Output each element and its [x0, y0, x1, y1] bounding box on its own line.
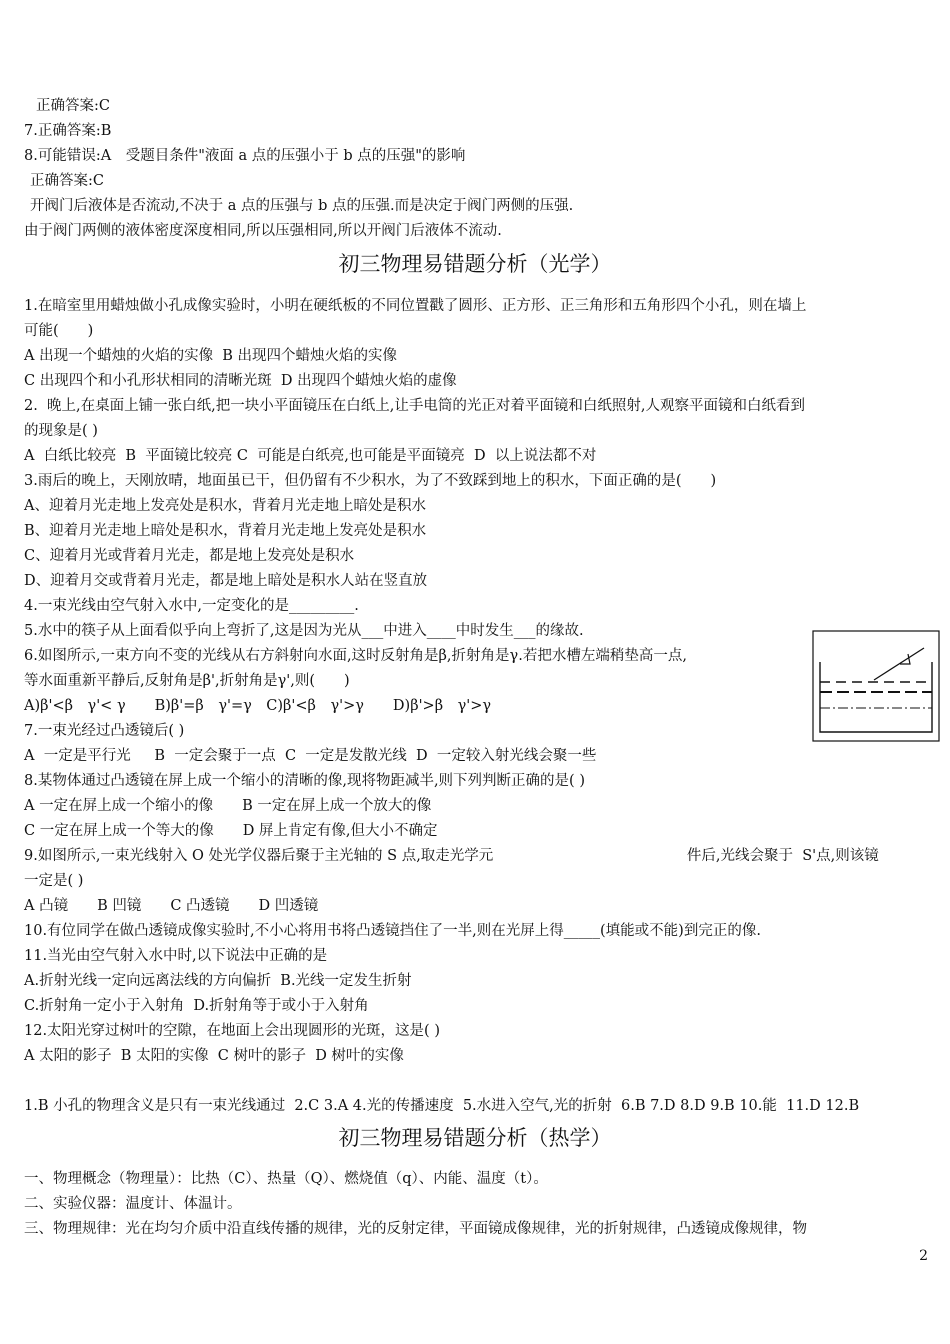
optics-line: 3.雨后的晚上，天刚放晴，地面虽已干，但仍留有不少积水，为了不致踩到地上的积水，下面正确的是( )	[24, 473, 717, 489]
answer-line-4: 正确答案:C	[30, 173, 104, 189]
figure-frame	[813, 631, 939, 741]
heat-line: 一、物理概念（物理量）：比热（C）、热量（Q）、燃烧值（q）、内能、温度（t）。	[24, 1171, 548, 1187]
optics-line: 9.如图所示,一束光线射入 O 处光学仪器后聚于主光轴的 S 点,取走光学元 件后,光线会聚于 S'点,则该镜	[24, 848, 879, 864]
optics-line: 5.水中的筷子从上面看似乎向上弯折了,这是因为光从___中进入____中时发生___的缘故.	[24, 623, 584, 639]
optics-line: 可能( )	[24, 323, 94, 339]
optics-line: 7.一束光经过凸透镜后( )	[24, 723, 185, 739]
heat-line: 二、实验仪器：温度计、体温计。	[24, 1196, 242, 1212]
light-ray	[874, 648, 924, 680]
optics-line: B、迎着月光走地上暗处是积水，背着月光走地上发亮处是积水	[24, 523, 427, 539]
optics-line: A.折射光线一定向远离法线的方向偏折 B.光线一定发生折射	[24, 973, 412, 989]
optics-line: A 一定是平行光 B 一定会聚于一点 C 一定是发散光线 D 一定较入射光线会聚一些	[24, 748, 597, 764]
water-tank-figure	[812, 630, 940, 742]
optics-line: A 出现一个蜡烛的火焰的实像 B 出现四个蜡烛火焰的实像	[24, 348, 398, 364]
optics-line: 8.某物体通过凸透镜在屏上成一个缩小的清晰的像,现将物距减半,则下列判断正确的是( )	[24, 773, 585, 789]
optics-line: 11.当光由空气射入水中时,以下说法中正确的是	[24, 948, 328, 964]
answer-line-3: 8.可能错误:A 受题目条件"液面 a 点的压强小于 b 点的压强"的影响	[24, 148, 466, 164]
tank-outline	[820, 662, 932, 732]
answer-key-line: 1.B 小孔的物理含义是只有一束光线通过 2.C 3.A 4.光的传播速度 5.水进入空气,光的折射 6.B 7.D 8.D 9.B 10.能 11.D 12.B	[24, 1098, 860, 1114]
optics-line: 4.一束光线由空气射入水中,一定变化的是_________.	[24, 598, 359, 614]
optics-line: A 一定在屏上成一个缩小的像 B 一定在屏上成一个放大的像	[24, 798, 432, 814]
optics-line: A 凸镜 B 凹镜 C 凸透镜 D 凹透镜	[24, 898, 319, 914]
optics-line: 的现象是( )	[24, 423, 98, 439]
optics-line: 6.如图所示,一束方向不变的光线从右方斜射向水面,这时反射角是β,折射角是γ.若把水槽左端稍垫高一点,	[24, 648, 687, 664]
optics-line: C 出现四个和小孔形状相同的清晰光斑 D 出现四个蜡烛火焰的虚像	[24, 373, 457, 389]
answer-line-1: 正确答案:C	[36, 98, 110, 114]
optics-line: A、迎着月光走地上发亮处是积水，背着月光走地上暗处是积水	[24, 498, 426, 514]
optics-line: 2. 晚上,在桌面上铺一张白纸,把一块小平面镜压在白纸上,让手电筒的光正对着平面镜和白纸照射,人观察平面镜和白纸看到	[24, 398, 805, 414]
optics-section-title: 初三物理易错题分析（光学）	[338, 252, 612, 276]
heat-section-title: 初三物理易错题分析（热学）	[338, 1126, 612, 1150]
optics-line: 等水面重新平静后,反射角是β',折射角是γ',则( )	[24, 673, 350, 689]
optics-line: A)β'<β γ'< γ B)β'=β γ'=γ C)β'<β γ'>γ D)β'>β γ'>γ	[24, 698, 492, 714]
optics-line: 12.太阳光穿过树叶的空隙，在地面上会出现圆形的光斑，这是( )	[24, 1023, 440, 1039]
optics-line: 一定是( )	[24, 873, 84, 889]
optics-line: 10.有位同学在做凸透镜成像实验时,不小心将用书将凸透镜挡住了一半,则在光屏上得_____(填能或不能)到完正的像.	[24, 923, 761, 939]
optics-line: C、迎着月光或背着月光走，都是地上发亮处是积水	[24, 548, 355, 564]
answer-line-5: 开阀门后液体是否流动,不决于 a 点的压强与 b 点的压强.而是决定于阀门两侧的压强.	[30, 198, 574, 214]
page-number: 2	[919, 1248, 928, 1264]
optics-line: C.折射角一定小于入射角 D.折射角等于或小于入射角	[24, 998, 369, 1014]
heat-line: 三、物理规律：光在均匀介质中沿直线传播的规律，光的反射定律，平面镜成像规律，光的折射规律，凸透镜成像规律，物	[24, 1221, 807, 1237]
optics-line: 1.在暗室里用蜡烛做小孔成像实验时，小明在硬纸板的不同位置戳了圆形、正方形、正三角形和五角形四个小孔，则在墙上	[24, 298, 807, 314]
answer-line-2: 7.正确答案:B	[24, 123, 112, 139]
optics-line: C 一定在屏上成一个等大的像 D 屏上肯定有像,但大小不确定	[24, 823, 438, 839]
optics-line: A 白纸比较亮 B 平面镜比较亮 C 可能是白纸亮,也可能是平面镜亮 D 以上说法都不对	[24, 448, 597, 464]
answer-line-6: 由于阀门两侧的液体密度深度相同,所以压强相同,所以开阀门后液体不流动.	[24, 223, 502, 239]
optics-line: A 太阳的影子 B 太阳的实像 C 树叶的影子 D 树叶的实像	[24, 1048, 404, 1064]
optics-line: D、迎着月交或背着月光走，都是地上暗处是积水人站在竖直放	[24, 573, 428, 589]
